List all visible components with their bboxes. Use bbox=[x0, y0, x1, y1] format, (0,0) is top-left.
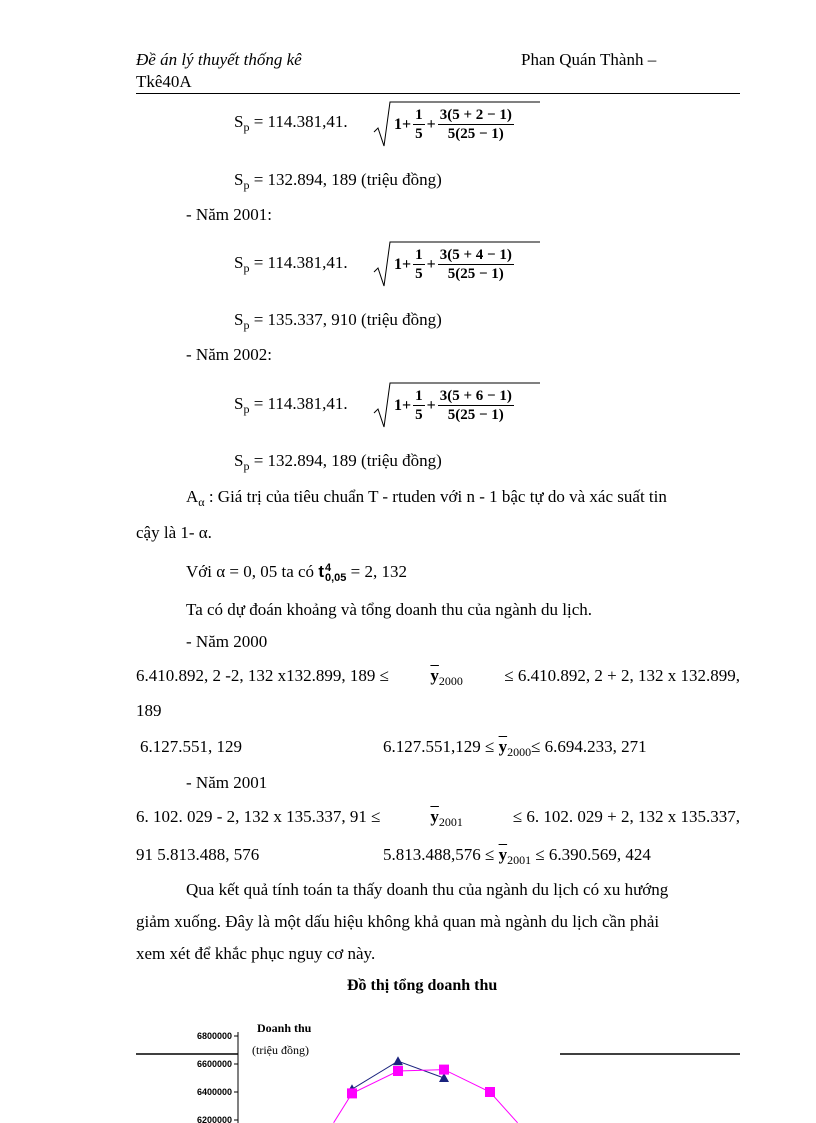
chart-ylabel-unit: (triệu đồng) bbox=[252, 1043, 309, 1057]
forecast-intro: Ta có dự đoán khoảng và tổng doanh thu của ngành du lịch. bbox=[186, 600, 593, 619]
ci-2000-line-1: 6.410.892, 2 -2, 132 x132.899, 189 ≤ $\overline{y}_{2000}$ ≤ 6.410.892, 2 + 2, 132 x 132.899, bbox=[136, 666, 740, 688]
year-2001-label: - Năm 2001: bbox=[186, 205, 272, 224]
ci-2000-line-2: 189 bbox=[136, 701, 162, 720]
ci-2001-line-1: 6. 102. 029 - 2, 132 x 135.337, 91 ≤ $\overline{y}_{2001}$ ≤ 6. 102. 029 + 2, 132 x 135.337, bbox=[136, 807, 740, 829]
header-rule bbox=[136, 93, 740, 94]
formula-sp-1: $S_p = 114.381,41$. bbox=[234, 112, 348, 134]
ci-2000-lower: 6.127.551, 129 bbox=[140, 737, 242, 756]
chart-ylabel: Doanh thu bbox=[257, 1021, 312, 1035]
formula-sp-2: $S_p = 114.381,41$. bbox=[234, 253, 348, 275]
series-2-marker bbox=[485, 1087, 495, 1097]
ci-2001-lower: 91 5.813.488, 576 bbox=[136, 845, 260, 864]
series-1-marker bbox=[393, 1056, 403, 1065]
y-tick-label: 6200000 bbox=[196, 1115, 232, 1123]
conclusion-line-3: xem xét để khắc phục nguy cơ này. bbox=[136, 944, 376, 963]
alpha-definition: $A_\alpha$ : Giá trị của tiêu chuẩn T - rtuden với n - 1 bậc tự do và xác suất tin bbox=[186, 487, 667, 509]
ci-2000-range: $6.127.551,129 \le \overline{y}_{2000}\le 6.694.233$, 271 bbox=[383, 737, 647, 759]
y-tick-label: 6600000 bbox=[196, 1059, 232, 1069]
year-2000-label: - Năm 2000 bbox=[186, 632, 268, 651]
result-3: $S_p = 132.894$, 189 (triệu đồng) bbox=[234, 451, 442, 473]
revenue-chart bbox=[130, 1010, 746, 1123]
result-2: $S_p = 135.337$, 910 (triệu đồng) bbox=[234, 310, 442, 332]
series-2-marker bbox=[439, 1065, 449, 1075]
y-tick-label: 6800000 bbox=[196, 1031, 232, 1041]
header-class: Tkê40A bbox=[136, 72, 192, 91]
alpha-definition-cont: cậy là 1- α. bbox=[136, 523, 212, 542]
formula-sp-3: $S_p = 114.381,41$. bbox=[234, 394, 348, 416]
conclusion-line-2: giảm xuống. Đây là một dấu hiệu không khả quan mà ngành du lịch cần phải bbox=[136, 912, 660, 931]
ci-2001-range: $5.813.488,576 \le \overline{y}_{2001} \le 6.390.569$, 424 bbox=[383, 845, 651, 867]
year-2002-label: - Năm 2002: bbox=[186, 345, 272, 364]
t-value-line: Với α = 0, 05 ta có t 4 0,05 = 2, 132 bbox=[186, 561, 407, 584]
y-tick-label: 6400000 bbox=[196, 1087, 232, 1097]
chart-title: Đồ thị tổng doanh thu bbox=[347, 977, 498, 994]
series-2-marker bbox=[393, 1066, 403, 1076]
header-author: Phan Quán Thành – bbox=[521, 50, 657, 69]
year-2001b-label: - Năm 2001 bbox=[186, 773, 268, 792]
series-2-marker bbox=[347, 1088, 357, 1098]
header-title: Đề án lý thuyết thống kê bbox=[136, 50, 302, 69]
result-1: $S_p = 132.894$, 189 (triệu đồng) bbox=[234, 170, 442, 192]
conclusion-line-1: Qua kết quả tính toán ta thấy doanh thu của ngành du lịch có xu hướng bbox=[186, 880, 669, 899]
